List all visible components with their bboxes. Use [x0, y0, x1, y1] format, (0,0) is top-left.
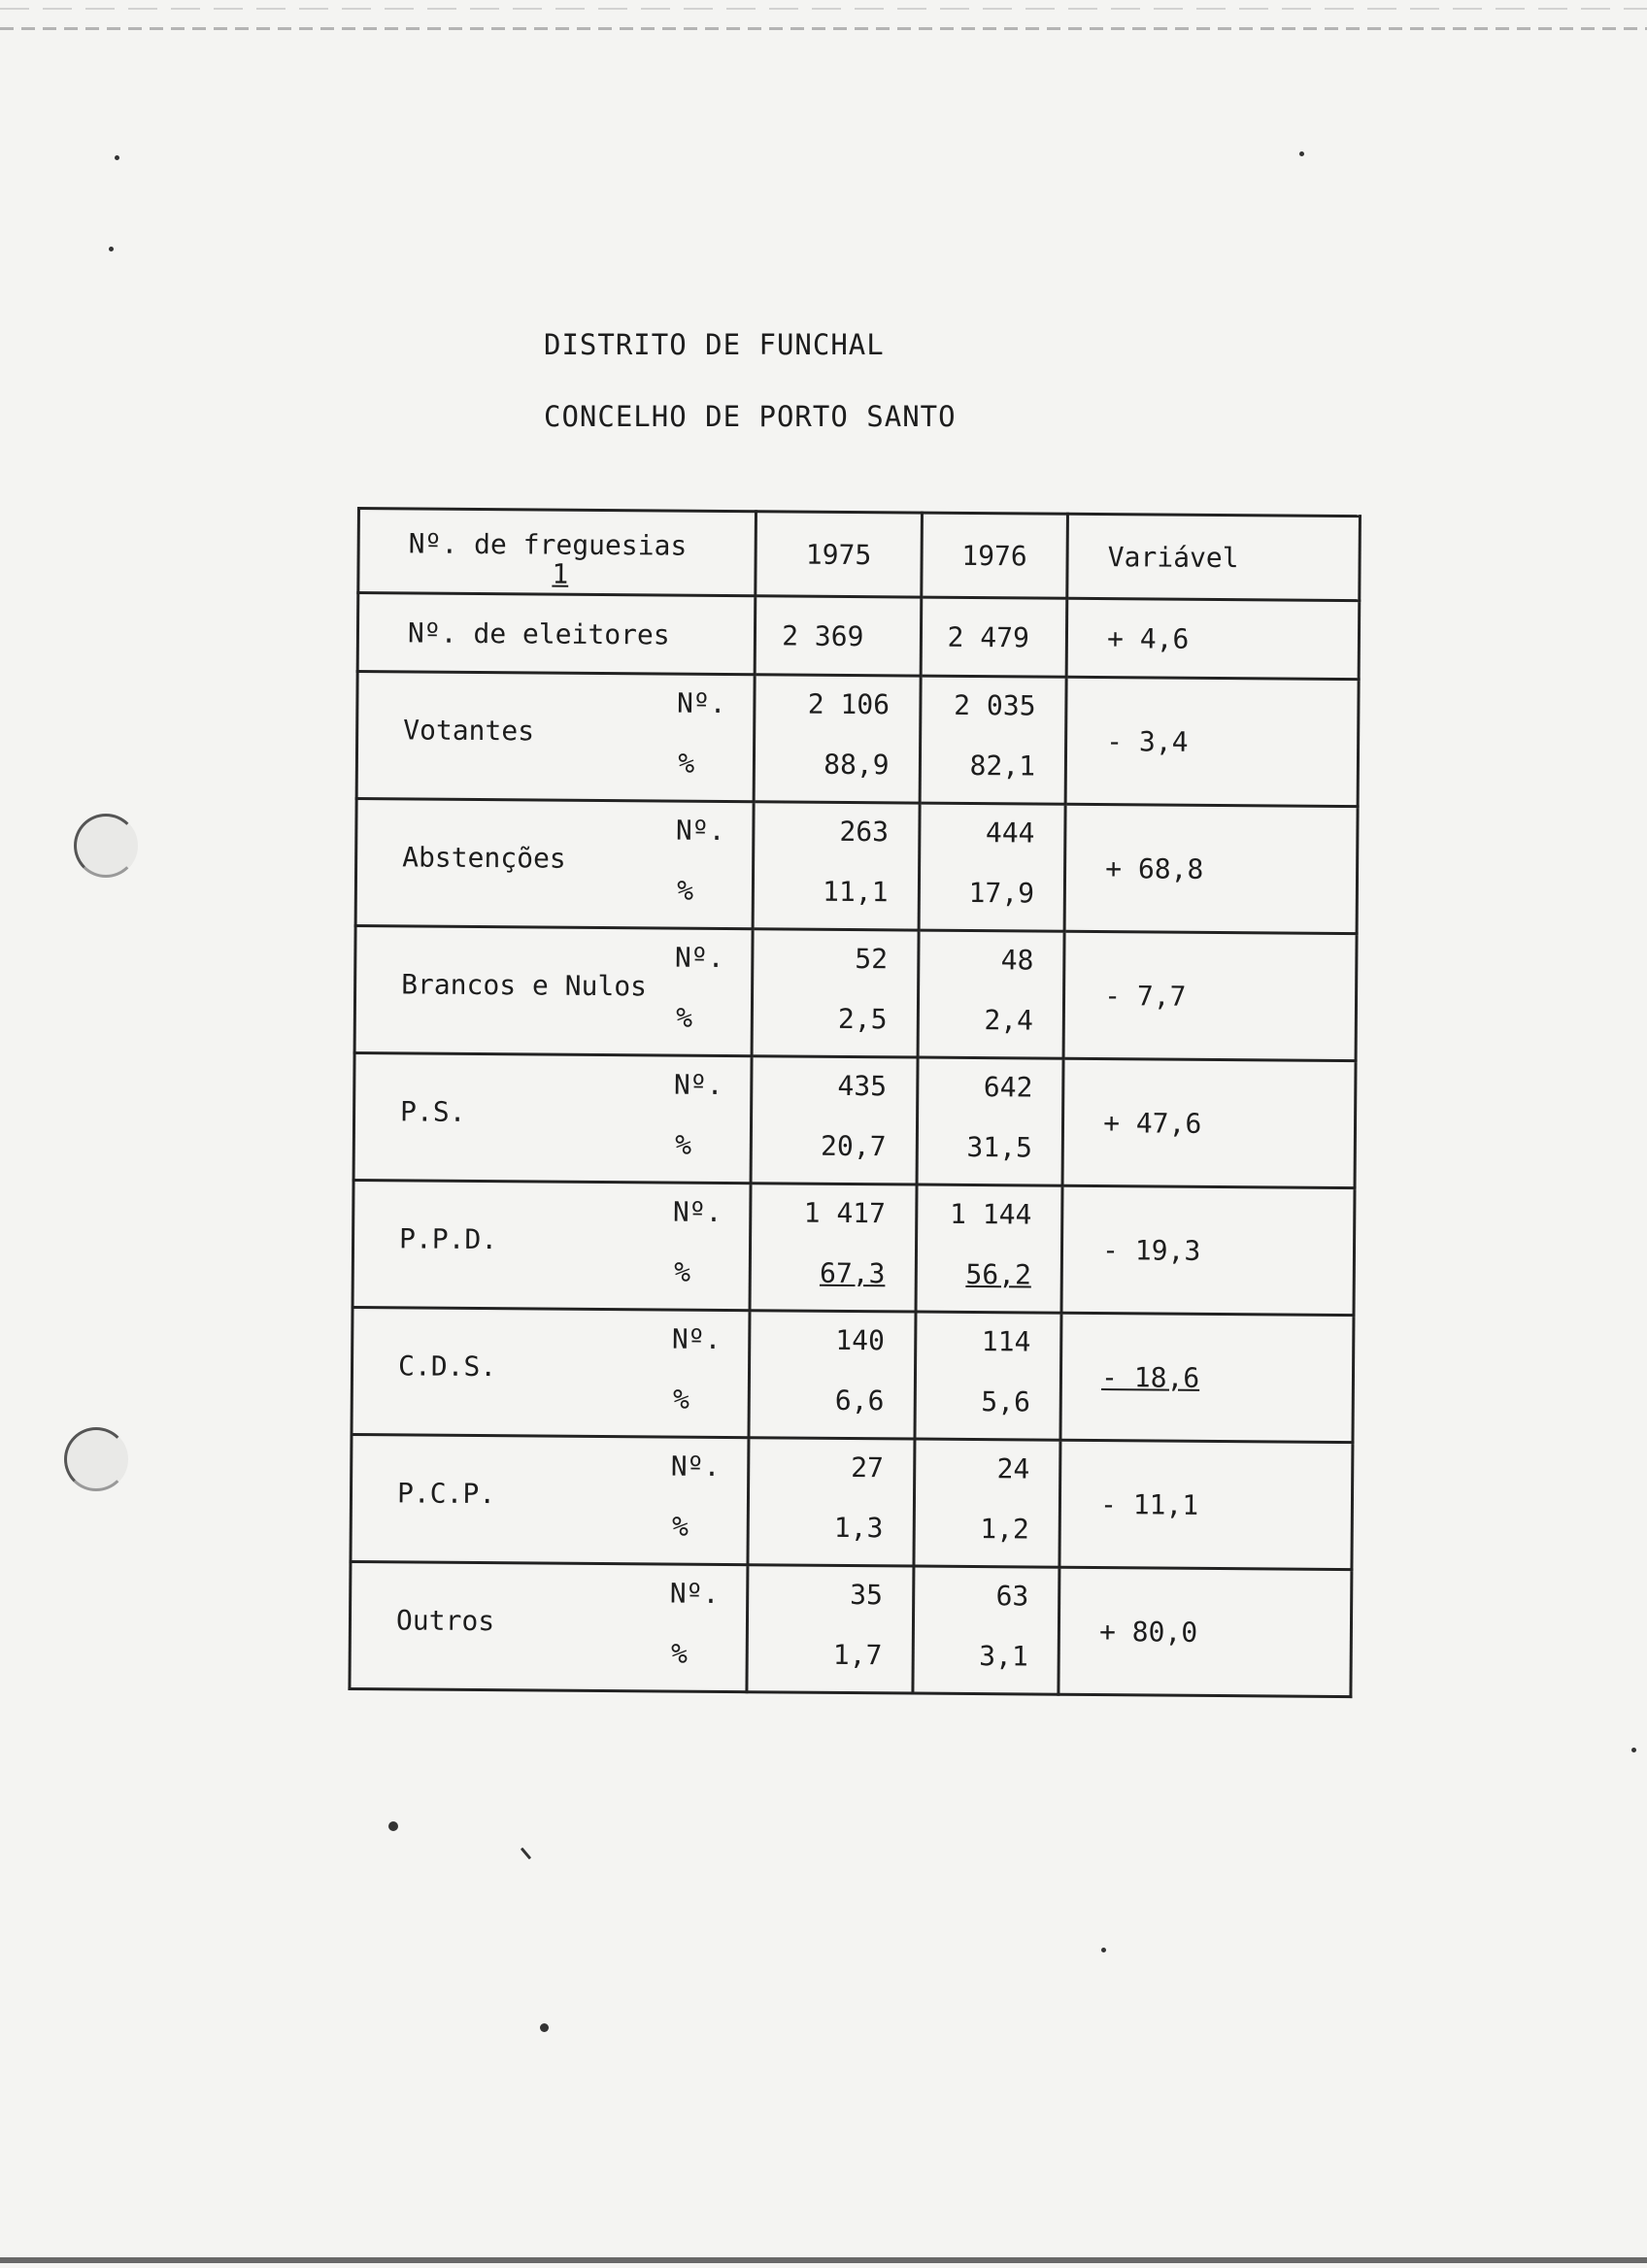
year-1976-cell [920, 676, 1066, 804]
scan-speck [115, 155, 119, 160]
table-row [356, 672, 1359, 807]
parishes-label: Nº. de freguesias [408, 527, 688, 562]
count-1975: 263 [839, 815, 890, 849]
percent-key: % [676, 1001, 693, 1034]
year-1975-cell [748, 1438, 915, 1566]
percent-1975: 67,3 [819, 1256, 886, 1290]
percent-key: % [674, 1255, 691, 1288]
percent-key: % [672, 1383, 690, 1416]
year-1976-cell [918, 930, 1064, 1058]
year-1976-header: 1976 [921, 513, 1067, 598]
percent-1975: 6,6 [834, 1384, 885, 1418]
scan-speck [388, 1821, 398, 1831]
percent-1976: 31,5 [966, 1130, 1033, 1164]
punch-hole-mark [64, 1427, 128, 1491]
variation-value: - 18,6 [1060, 1313, 1354, 1442]
row-label: P.S. [399, 1095, 466, 1128]
table-row [350, 1561, 1352, 1696]
table-header-row [358, 509, 1361, 601]
count-1975: 1 417 [803, 1196, 887, 1230]
year-1975-cell [747, 1565, 914, 1693]
year-1976-cell [914, 1439, 1060, 1567]
row-label-cell [352, 1307, 750, 1437]
year-1976-cell [913, 1566, 1059, 1694]
count-key: Nº. [674, 941, 724, 974]
count-1976: 1 144 [949, 1197, 1032, 1231]
year-1976-cell [915, 1312, 1061, 1440]
row-label-cell [353, 1052, 752, 1183]
count-1976: 24 [996, 1452, 1030, 1485]
percent-1976: 3,1 [979, 1640, 1028, 1673]
percent-key: % [675, 1128, 692, 1161]
variation-value: + 47,6 [1062, 1058, 1356, 1187]
scan-speck [540, 2023, 549, 2032]
year-1975-cell [750, 1184, 917, 1312]
scan-speck [1299, 151, 1304, 156]
row-label: C.D.S. [397, 1350, 497, 1384]
row-label-cell [350, 1561, 748, 1691]
percent-key: % [677, 874, 694, 907]
scan-speck [521, 1848, 531, 1860]
row-label: Outros [395, 1604, 495, 1638]
count-key: Nº. [669, 1577, 720, 1610]
year-1975-cell [749, 1311, 916, 1439]
percent-1975: 1,3 [833, 1511, 884, 1545]
row-label-cell [354, 925, 753, 1055]
count-key: Nº. [673, 1068, 723, 1101]
table-row [351, 1434, 1353, 1569]
percent-1976: 82,1 [969, 749, 1036, 783]
percent-1976: 2,4 [984, 1004, 1034, 1037]
row-label: P.P.D. [398, 1222, 498, 1256]
percent-1975: 11,1 [823, 875, 889, 909]
count-key: Nº. [672, 1195, 723, 1228]
parishes-header-cell [358, 509, 756, 596]
count-1975: 35 [850, 1579, 884, 1612]
count-key: Nº. [670, 1450, 721, 1483]
scan-edge-top [0, 27, 1647, 30]
municipality-heading: CONCELHO DE PORTO SANTO [544, 400, 957, 433]
variation-value: - 7,7 [1063, 931, 1357, 1060]
count-key: Nº. [675, 814, 725, 847]
district-heading: DISTRITO DE FUNCHAL [544, 328, 885, 361]
table-row [353, 1180, 1355, 1315]
variation-value: + 4,6 [1066, 598, 1360, 679]
scan-speck [109, 247, 114, 251]
percent-key: % [670, 1637, 689, 1670]
variation-value: - 19,3 [1061, 1185, 1355, 1315]
row-label: Votantes [403, 714, 535, 748]
row-label: Brancos e Nulos [401, 968, 648, 1003]
year-1975-cell [752, 929, 919, 1057]
percent-1975: 1,7 [832, 1638, 883, 1672]
year-1975-cell [751, 1056, 918, 1184]
count-1976: 444 [985, 817, 1035, 850]
row-label-cell [356, 672, 755, 802]
table-row-eleitores [357, 593, 1360, 680]
variation-value: + 68,8 [1064, 804, 1358, 933]
percent-1976: 56,2 [965, 1257, 1032, 1291]
count-1975: 140 [835, 1323, 886, 1357]
value-1975: 2 369 [755, 596, 921, 676]
row-label: Abstenções [402, 841, 566, 875]
count-1975: 2 106 [807, 687, 891, 721]
count-1976: 63 [995, 1580, 1029, 1613]
percent-key: % [671, 1510, 689, 1543]
percent-1975: 20,7 [820, 1129, 887, 1163]
percent-key: % [678, 747, 695, 780]
count-1975: 435 [837, 1069, 888, 1103]
count-1975: 27 [851, 1451, 885, 1484]
count-key: Nº. [676, 686, 726, 719]
year-1976-cell [919, 803, 1065, 931]
percent-1976: 5,6 [981, 1385, 1031, 1418]
count-1976: 2 035 [954, 688, 1036, 722]
count-key: Nº. [671, 1322, 722, 1355]
row-label-cell [353, 1180, 751, 1310]
parishes-count: 1 [552, 557, 569, 590]
year-1976-cell [917, 1057, 1063, 1185]
year-1975-cell [753, 802, 920, 930]
table-row [353, 1052, 1356, 1187]
year-1976-cell [916, 1184, 1062, 1313]
punch-hole-mark [74, 814, 138, 878]
variation-header: Variável [1067, 514, 1361, 600]
percent-1976: 1,2 [980, 1513, 1029, 1546]
row-label-cell [355, 799, 754, 929]
count-1976: 48 [1000, 944, 1034, 977]
percent-1976: 17,9 [968, 876, 1035, 910]
count-1976: 642 [983, 1071, 1033, 1104]
percent-1975: 2,5 [837, 1002, 888, 1036]
percent-1975: 88,9 [824, 748, 890, 782]
variation-value: - 11,1 [1059, 1440, 1353, 1569]
row-label-cell [351, 1434, 749, 1564]
variation-value: - 3,4 [1065, 677, 1359, 806]
count-1975: 52 [855, 943, 889, 976]
scan-speck [1631, 1748, 1636, 1752]
table-row [355, 799, 1358, 934]
row-label: P.C.P. [396, 1477, 496, 1511]
scan-speck [1101, 1948, 1106, 1952]
variation-value: + 80,0 [1059, 1567, 1352, 1696]
row-label: Nº. de eleitores [357, 593, 756, 675]
table-row [354, 925, 1357, 1060]
count-1976: 114 [981, 1325, 1031, 1358]
scan-edge-bottom [0, 2257, 1647, 2263]
year-1975-header: 1975 [756, 512, 922, 597]
value-1976: 2 479 [921, 597, 1067, 677]
year-1975-cell [754, 675, 921, 803]
election-results-table [348, 507, 1361, 1698]
table-row [352, 1307, 1354, 1442]
scan-edge-top-faint [0, 8, 1647, 10]
